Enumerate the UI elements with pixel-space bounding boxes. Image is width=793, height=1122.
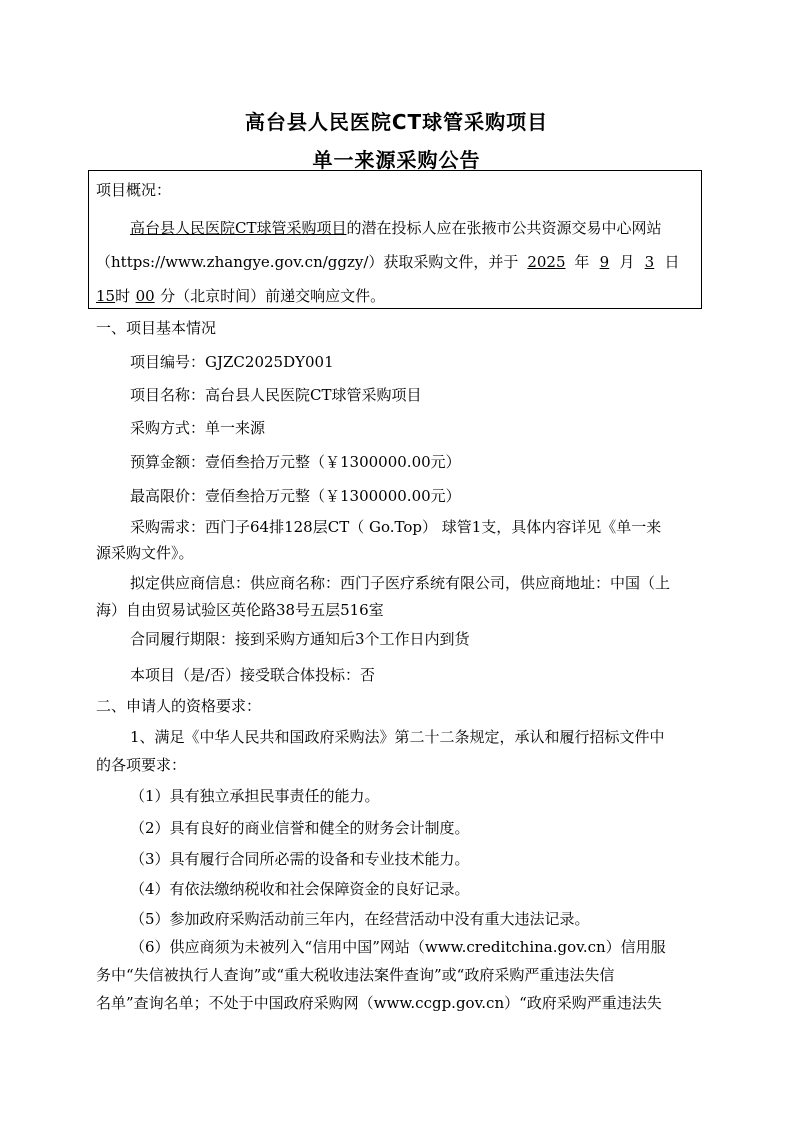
overview-paragraph-line-1 bbox=[130, 218, 662, 238]
procurement-demand-line-2: 源采购文件》。 bbox=[96, 544, 194, 562]
procurement-method: 采购方式：单一来源 bbox=[130, 419, 266, 437]
max-price: 最高限价：壹佰叁拾万元整（￥1300000.00元） bbox=[130, 487, 461, 505]
document-subtitle: 单一来源采购公告 bbox=[312, 148, 481, 172]
overview-text: （https://www.zhangye.gov.cn/ggzy/）获取采购文件，并于 bbox=[96, 253, 519, 271]
overview-text: 分（北京时间）前递交响应文件。 bbox=[160, 287, 386, 305]
project-number: 项目编号：GJZC2025DY001 bbox=[130, 353, 334, 371]
overview-paragraph-line-2 bbox=[96, 252, 679, 272]
deadline-year: 2025 bbox=[527, 253, 566, 271]
document-title: 高台县人民医院CT球管采购项目 bbox=[244, 110, 549, 134]
project-name: 项目名称：高台县人民医院CT球管采购项目 bbox=[130, 386, 422, 404]
requirement-1-line-2: 的各项要求： bbox=[96, 756, 187, 774]
section-1-heading: 一、项目基本情况 bbox=[96, 319, 217, 337]
hour-unit: 时 bbox=[115, 287, 131, 305]
budget-amount: 预算金额：壹佰叁拾万元整（￥1300000.00元） bbox=[130, 453, 461, 471]
requirement-item-6-line-2: 务中“失信被执行人查询”或“重大税收违法案件查询”或“政府采购严重违法失信 bbox=[96, 966, 615, 984]
deadline-hour: 15 bbox=[96, 287, 116, 305]
supplier-info-line-1: 拟定供应商信息：供应商名称：西门子医疗系统有限公司，供应商地址：中国（上 bbox=[130, 574, 671, 592]
requirement-item-6-line-3: 名单”查询名单；不处于中国政府采购网（www.ccgp.gov.cn）“政府采购严重违法失 bbox=[96, 994, 662, 1012]
requirement-1-line-1: 1、满足《中华人民共和国政府采购法》第二十二条规定，承认和履行招标文件中 bbox=[130, 728, 665, 746]
overview-project-name: 高台县人民医院CT球管采购项目 bbox=[130, 219, 347, 237]
deadline-day: 3 bbox=[644, 253, 655, 271]
overview-text: 的潜在投标人应在张掖市公共资源交易中心网站 bbox=[346, 219, 662, 237]
year-unit: 年 bbox=[574, 253, 590, 271]
requirement-item-2: （2）具有良好的商业信誉和健全的财务会计制度。 bbox=[130, 819, 470, 837]
deadline-month: 9 bbox=[599, 253, 610, 271]
contract-period: 合同履行期限：接到采购方通知后3个工作日内到货 bbox=[130, 630, 470, 648]
requirement-item-4: （4）有依法缴纳税收和社会保障资金的良好记录。 bbox=[130, 880, 470, 898]
supplier-info-line-2: 海）自由贸易试验区英伦路38号五层516室 bbox=[96, 601, 384, 619]
overview-paragraph-line-3 bbox=[96, 286, 385, 306]
day-unit: 日 bbox=[664, 253, 680, 271]
requirement-item-6-line-1: （6）供应商须为未被列入“信用中国”网站（www.creditchina.gov.cn）信用服 bbox=[130, 938, 666, 956]
deadline-minute: 00 bbox=[135, 287, 155, 305]
requirement-item-3: （3）具有履行合同所必需的设备和专业技术能力。 bbox=[130, 850, 470, 868]
month-unit: 月 bbox=[619, 253, 635, 271]
requirement-item-5: （5）参加政府采购活动前三年内，在经营活动中没有重大违法记录。 bbox=[130, 910, 590, 928]
consortium-bid: 本项目（是/否）接受联合体投标：否 bbox=[130, 666, 376, 684]
procurement-demand-line-1: 采购需求：西门子64排128层CT（ Go.Top） 球管1支，具体内容详见《单一来 bbox=[130, 518, 662, 536]
requirement-item-1: （1）具有独立承担民事责任的能力。 bbox=[130, 787, 380, 805]
section-2-heading: 二、申请人的资格要求： bbox=[96, 697, 262, 715]
overview-label: 项目概况： bbox=[96, 181, 172, 199]
